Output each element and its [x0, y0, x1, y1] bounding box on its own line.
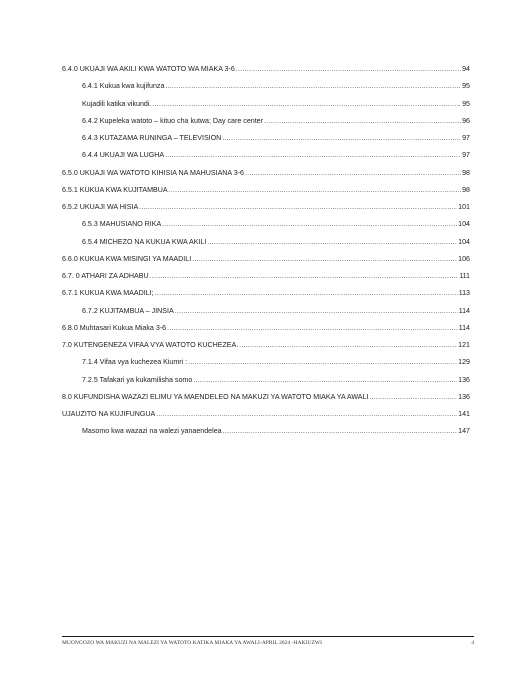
- toc-leader-dots: [245, 168, 461, 178]
- footer-page-number: 4: [471, 640, 474, 646]
- toc-leader-dots: [207, 237, 457, 247]
- toc-leader-dots: [165, 150, 461, 160]
- toc-entry-page: 147: [458, 427, 470, 436]
- toc-entry-title: 6.8.0 Muhtasari Kukua Miaka 3-6: [62, 323, 167, 332]
- footer-rule: [62, 636, 474, 637]
- toc-leader-dots: [193, 375, 457, 385]
- toc-entry-title: 6.4.2 Kupeleka watoto – kituo cha kutwa; Day care center: [82, 116, 263, 125]
- toc-entry-title: 6.5.0 UKUAJI WA WATOTO KIHISIA NA MAHUSIANA 3-6: [62, 168, 244, 177]
- toc-leader-dots: [222, 133, 461, 143]
- toc-leader-dots: [167, 323, 458, 333]
- toc-leader-dots: [175, 306, 458, 316]
- toc-leader-dots: [192, 254, 457, 264]
- toc-entry-title: 7.2.5 Tafakari ya kukamilisha somo: [82, 375, 193, 384]
- toc-leader-dots: [236, 64, 461, 74]
- toc-entry[interactable]: [82, 375, 470, 385]
- toc-leader-dots: [264, 116, 461, 126]
- toc-entry-page: 136: [458, 375, 470, 384]
- toc-entry-title: UJAUZITO NA KUJIFUNGUA: [62, 410, 156, 418]
- toc-entry-page: 136: [458, 392, 470, 401]
- toc-entry-page: 95: [462, 99, 470, 108]
- toc-entry[interactable]: [82, 116, 470, 126]
- toc-entry-title: 7.1.4 Vifaa vya kuchezea Kiumri :: [82, 358, 188, 367]
- toc-entry-page: 121: [458, 341, 470, 349]
- toc-leader-dots: [155, 288, 458, 298]
- toc-entry-title: 6.5.1 KUKUA KWA KUJITAMBUA: [62, 185, 168, 194]
- toc-entry[interactable]: [62, 271, 470, 281]
- toc-leader-dots: [369, 392, 457, 402]
- toc-entry-page: 141: [458, 410, 470, 418]
- toc-entry[interactable]: [82, 133, 470, 143]
- toc-leader-dots: [152, 99, 461, 109]
- toc-entry[interactable]: [62, 288, 470, 298]
- toc-entry-page: 113: [458, 289, 470, 298]
- toc-entry-title: 6.4.0 UKUAJI WA AKILI KWA WATOTO WA MIAKA 3-6: [62, 65, 235, 73]
- toc-entry[interactable]: [82, 219, 470, 229]
- toc-entry-title: 6.5.3 MAHUSIANO RIKA: [82, 220, 162, 229]
- toc-entry-page: 95: [462, 82, 470, 91]
- toc-entry-title: 6.4.1 Kukua kwa kujifunza: [82, 82, 165, 91]
- toc-entry[interactable]: [62, 202, 470, 212]
- toc-entry[interactable]: [82, 150, 470, 160]
- toc-entry-page: 129: [458, 358, 470, 367]
- toc-entry-page: 98: [462, 168, 470, 177]
- toc-entry-title: 6.5.2 UKUAJI WA HISIA: [62, 203, 139, 211]
- toc-entry-page: 114: [458, 306, 470, 315]
- toc-entry-title: 6.5.4 MICHEZO NA KUKUA KWA AKILI: [82, 237, 207, 246]
- toc-entry-title: Kujadili katika vikundi.: [82, 99, 152, 108]
- toc-entry[interactable]: [82, 99, 470, 109]
- toc-entry-title: 6.4.3 KUTAZAMA RUNINGA – TELEVISION: [82, 134, 222, 142]
- toc-entry[interactable]: [62, 254, 470, 264]
- toc-entry-page: 98: [462, 185, 470, 194]
- toc-entry-page: 94: [462, 65, 470, 73]
- toc-entry-title: 6.7.2 KUJITAMBUA – JINSIA: [82, 306, 174, 315]
- toc-leader-dots: [162, 219, 457, 229]
- toc-entry[interactable]: [82, 357, 470, 367]
- toc-entry-page: 104: [458, 220, 470, 229]
- toc-entry-page: 97: [462, 134, 470, 142]
- toc-entry[interactable]: [82, 426, 470, 436]
- toc-entry-title: 6.4.4 UKUAJI WA LUGHA: [82, 151, 165, 160]
- toc-entry-page: 114: [458, 323, 470, 332]
- toc-entry-page: 104: [458, 237, 470, 246]
- toc-entry[interactable]: [62, 185, 470, 195]
- toc-entry-page: 96: [462, 116, 470, 125]
- toc-leader-dots: [139, 202, 457, 212]
- toc-leader-dots: [156, 409, 457, 419]
- toc-leader-dots: [150, 271, 459, 281]
- toc-leader-dots: [169, 185, 461, 195]
- toc-entry[interactable]: [62, 323, 470, 333]
- toc-entry-page: 101: [458, 203, 470, 211]
- toc-entry[interactable]: [82, 306, 470, 316]
- toc-leader-dots: [165, 81, 461, 91]
- toc-entry[interactable]: [62, 340, 470, 350]
- toc-entry-page: 111: [459, 272, 470, 280]
- toc-entry[interactable]: [62, 409, 470, 419]
- toc-leader-dots: [239, 340, 457, 350]
- toc-entry[interactable]: [62, 392, 470, 402]
- toc-entry[interactable]: [62, 168, 470, 178]
- toc-entry-title: 6.6.0 KUKUA KWA MISINGI YA MAADILI: [62, 254, 192, 263]
- toc-entry-page: 97: [462, 151, 470, 160]
- footer-text: MUONGOZO WA MAKUZI NA MALEZI YA WATOTO KATIKA MIAKA YA AWALI-APRIL 2024 -HAKIUZWI: [62, 640, 323, 646]
- toc-entry-title: 7.0 KUTENGENEZA VIFAA VYA WATOTO KUCHEZEA.: [62, 341, 239, 349]
- toc-leader-dots: [188, 357, 457, 367]
- toc-entry-page: 106: [458, 254, 470, 263]
- toc-entry[interactable]: [82, 81, 470, 91]
- toc-entry-title: Masomo kwa wazazi na walezi yanaendelea: [82, 427, 222, 436]
- toc-entry[interactable]: [62, 64, 470, 74]
- toc-entry[interactable]: [82, 237, 470, 247]
- toc-entry-title: 8.0 KUFUNDISHA WAZAZI ELIMU YA MAENDELEO NA MAKUZI YA WATOTO MIAKA YA AWALI: [62, 392, 369, 401]
- toc-entry-title: 6.7.1 KUKUA KWA MAADILI;: [62, 289, 154, 298]
- toc-leader-dots: [223, 426, 458, 436]
- toc-entry-title: 6.7. 0 ATHARI ZA ADHABU: [62, 272, 149, 280]
